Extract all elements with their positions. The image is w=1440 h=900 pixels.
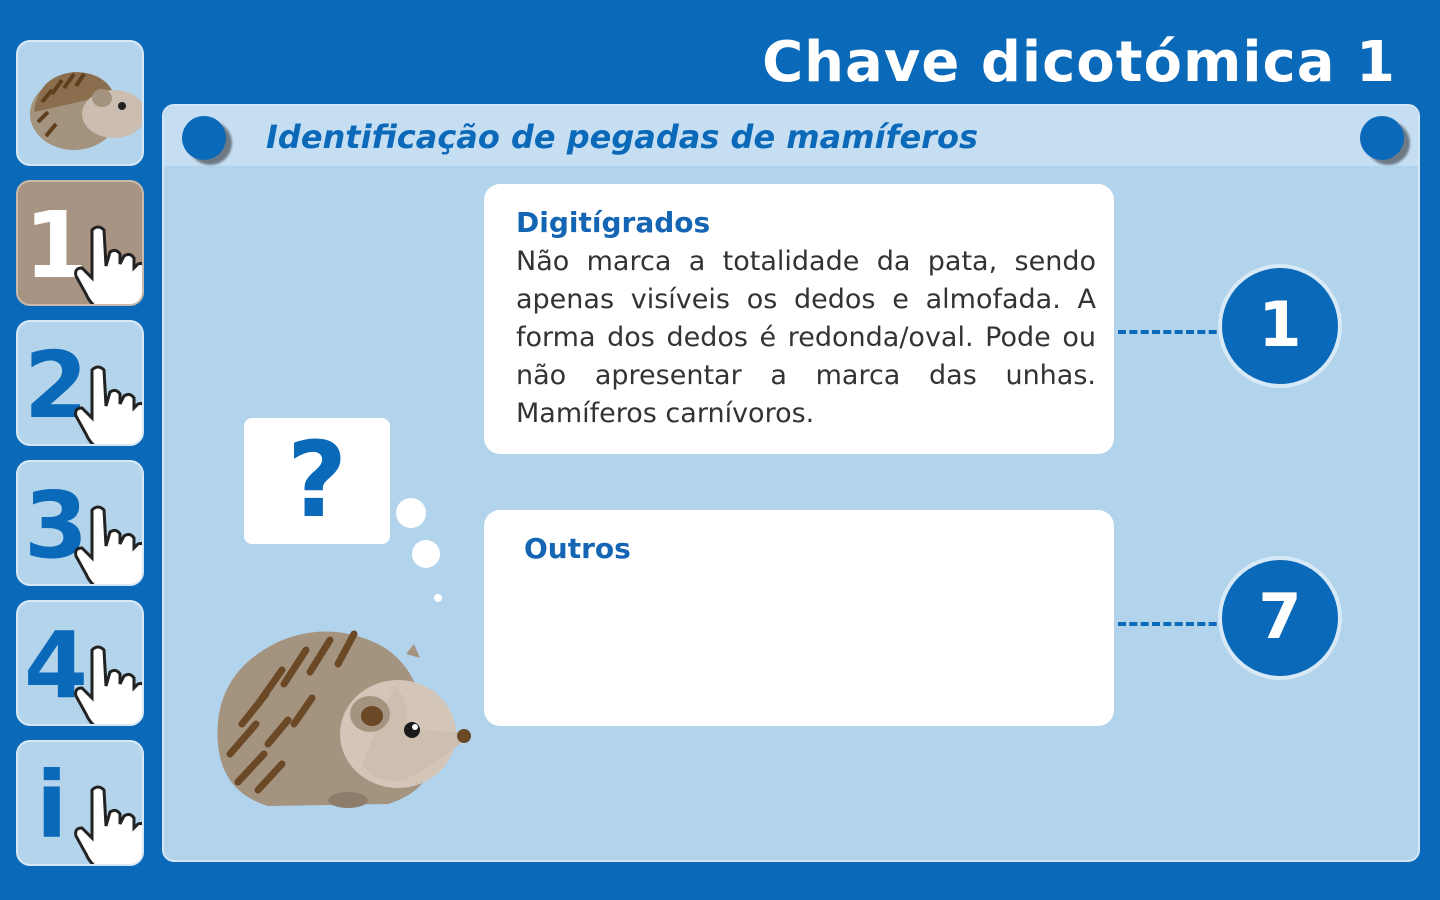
hedgehog-icon <box>198 614 478 814</box>
thought-dot <box>434 594 442 602</box>
sidebar-item-3[interactable] <box>16 460 144 586</box>
thought-dot <box>396 498 426 528</box>
pointing-hand-icon <box>70 642 144 726</box>
question-bubble: ? <box>244 418 390 544</box>
main-panel <box>162 104 1420 862</box>
option-card-digitigrados[interactable] <box>484 184 1114 454</box>
option-card-outros[interactable] <box>484 510 1114 726</box>
page-title: Chave dicotómica 1 <box>762 30 1396 95</box>
pointing-hand-icon <box>70 362 144 446</box>
pointing-hand-icon <box>70 782 144 866</box>
go-to-step-button[interactable]: 7 <box>1218 556 1342 680</box>
panel-header <box>164 106 1418 166</box>
pointing-hand-icon <box>70 502 144 586</box>
sidebar-item-2[interactable] <box>16 320 144 446</box>
option-description: Não marca a totalidade da pata, sendo apenas visíveis os dedos e almofada. A forma dos dedos é redonda/oval. Pode ou não apresentar a marca das unhas. Mamíferos carnívoros. <box>516 246 1096 429</box>
pointing-hand-icon <box>70 222 144 306</box>
sidebar-item-4[interactable] <box>16 600 144 726</box>
sidebar-item-label: 3 <box>24 472 89 579</box>
sidebar-item-label: 1 <box>24 192 89 299</box>
option-title: Outros <box>524 532 631 565</box>
connector-line <box>1118 622 1228 626</box>
sidebar-item-label: 2 <box>24 332 89 439</box>
pin-icon <box>182 116 226 160</box>
connector-line <box>1118 330 1228 334</box>
panel-subtitle: Identificação de pegadas de mamíferos <box>266 118 978 156</box>
option-title: Digitígrados <box>516 206 711 239</box>
pin-icon <box>1360 116 1404 160</box>
home-button[interactable] <box>16 40 144 166</box>
hedgehog-icon <box>18 42 144 166</box>
go-to-step-button[interactable]: 1 <box>1218 264 1342 388</box>
sidebar-item-label: i <box>36 752 68 859</box>
sidebar-item-label: 4 <box>24 612 89 719</box>
sidebar-item-1[interactable] <box>16 180 144 306</box>
thought-dot <box>412 540 440 568</box>
sidebar-item-info[interactable] <box>16 740 144 866</box>
